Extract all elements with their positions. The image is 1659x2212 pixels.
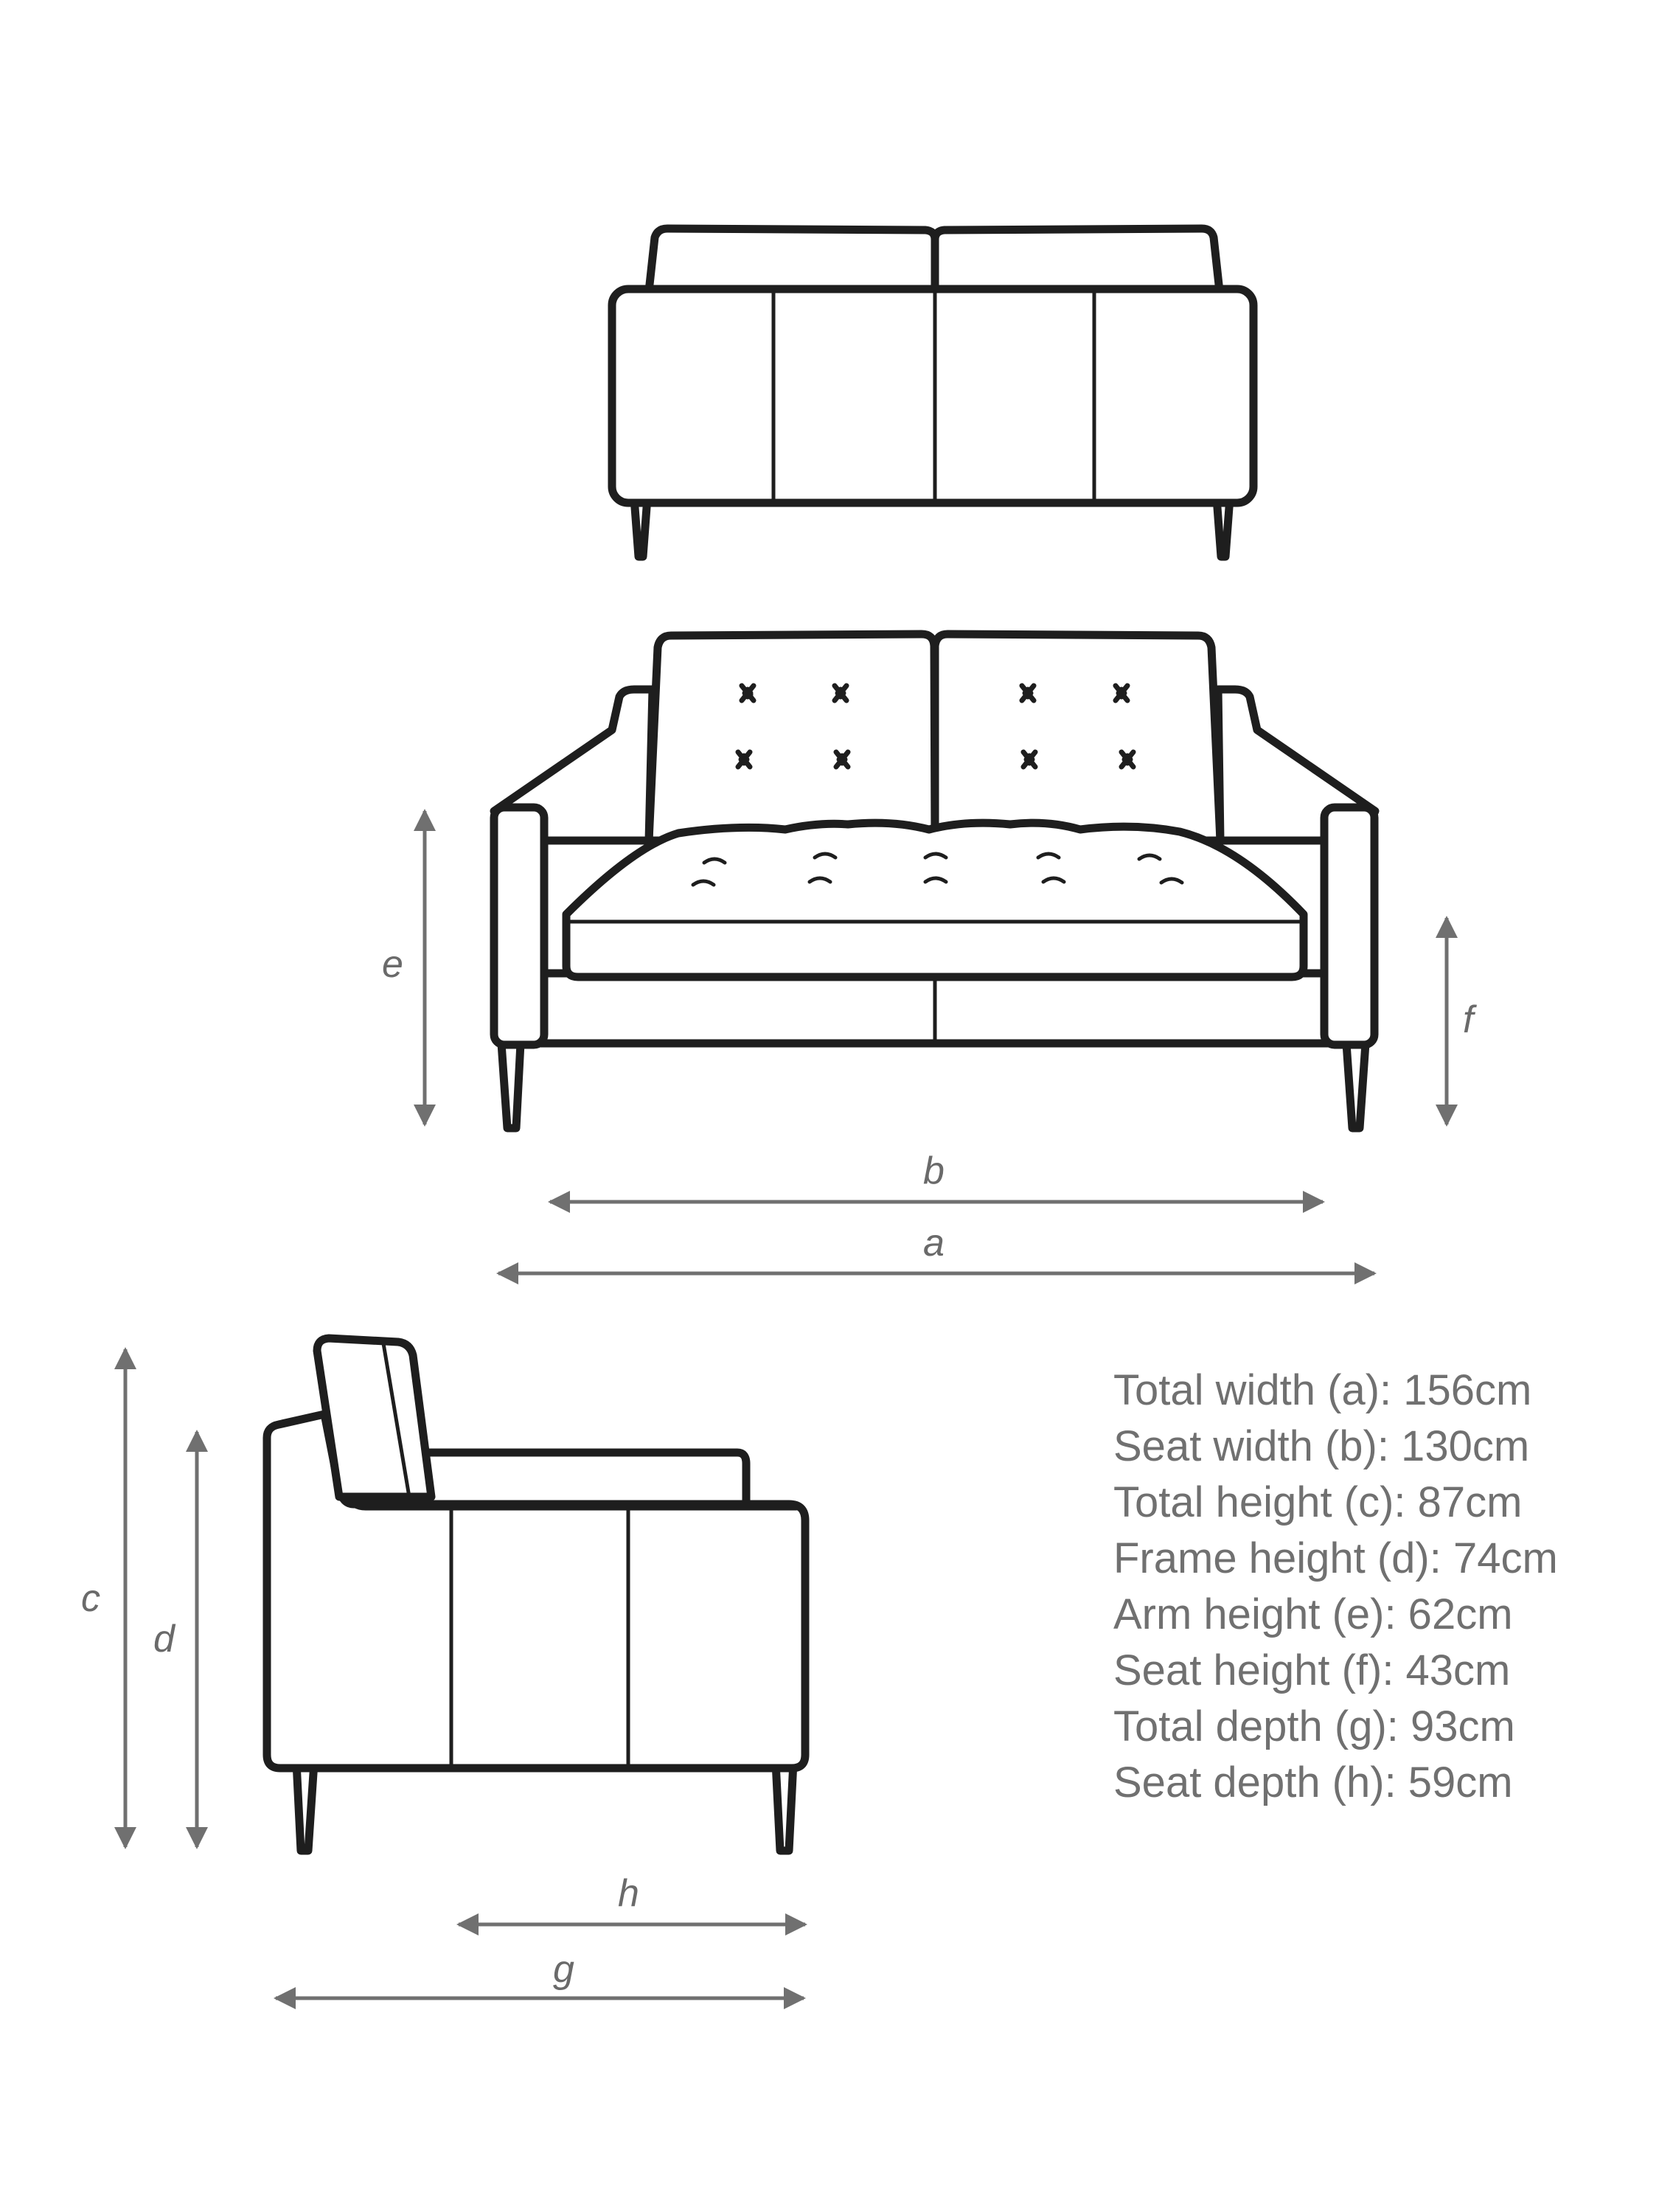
spec-frame-height: Frame height (d): 74cm: [1113, 1534, 1558, 1582]
label-a: a: [923, 1222, 945, 1265]
spec-total-width: Total width (a): 156cm: [1113, 1366, 1532, 1414]
label-e: e: [382, 943, 403, 986]
label-c: c: [81, 1577, 100, 1620]
label-d: d: [153, 1618, 175, 1660]
label-b: b: [923, 1150, 945, 1192]
label-h: h: [618, 1872, 639, 1915]
spec-seat-height: Seat height (f): 43cm: [1113, 1646, 1511, 1694]
label-g: g: [553, 1948, 574, 1991]
spec-seat-depth: Seat depth (h): 59cm: [1113, 1759, 1513, 1806]
spec-seat-width: Seat width (b): 130cm: [1113, 1422, 1530, 1470]
spec-arm-height: Arm height (e): 62cm: [1113, 1590, 1513, 1638]
label-f: f: [1463, 998, 1474, 1041]
sofa-side-view: [267, 1338, 805, 1851]
sofa-front-view: [494, 634, 1375, 1128]
spec-total-height: Total height (c): 87cm: [1113, 1478, 1523, 1526]
sofa-back-view: [612, 229, 1253, 557]
spec-total-depth: Total depth (g): 93cm: [1113, 1703, 1515, 1750]
spec-list: [1113, 1366, 1558, 1806]
